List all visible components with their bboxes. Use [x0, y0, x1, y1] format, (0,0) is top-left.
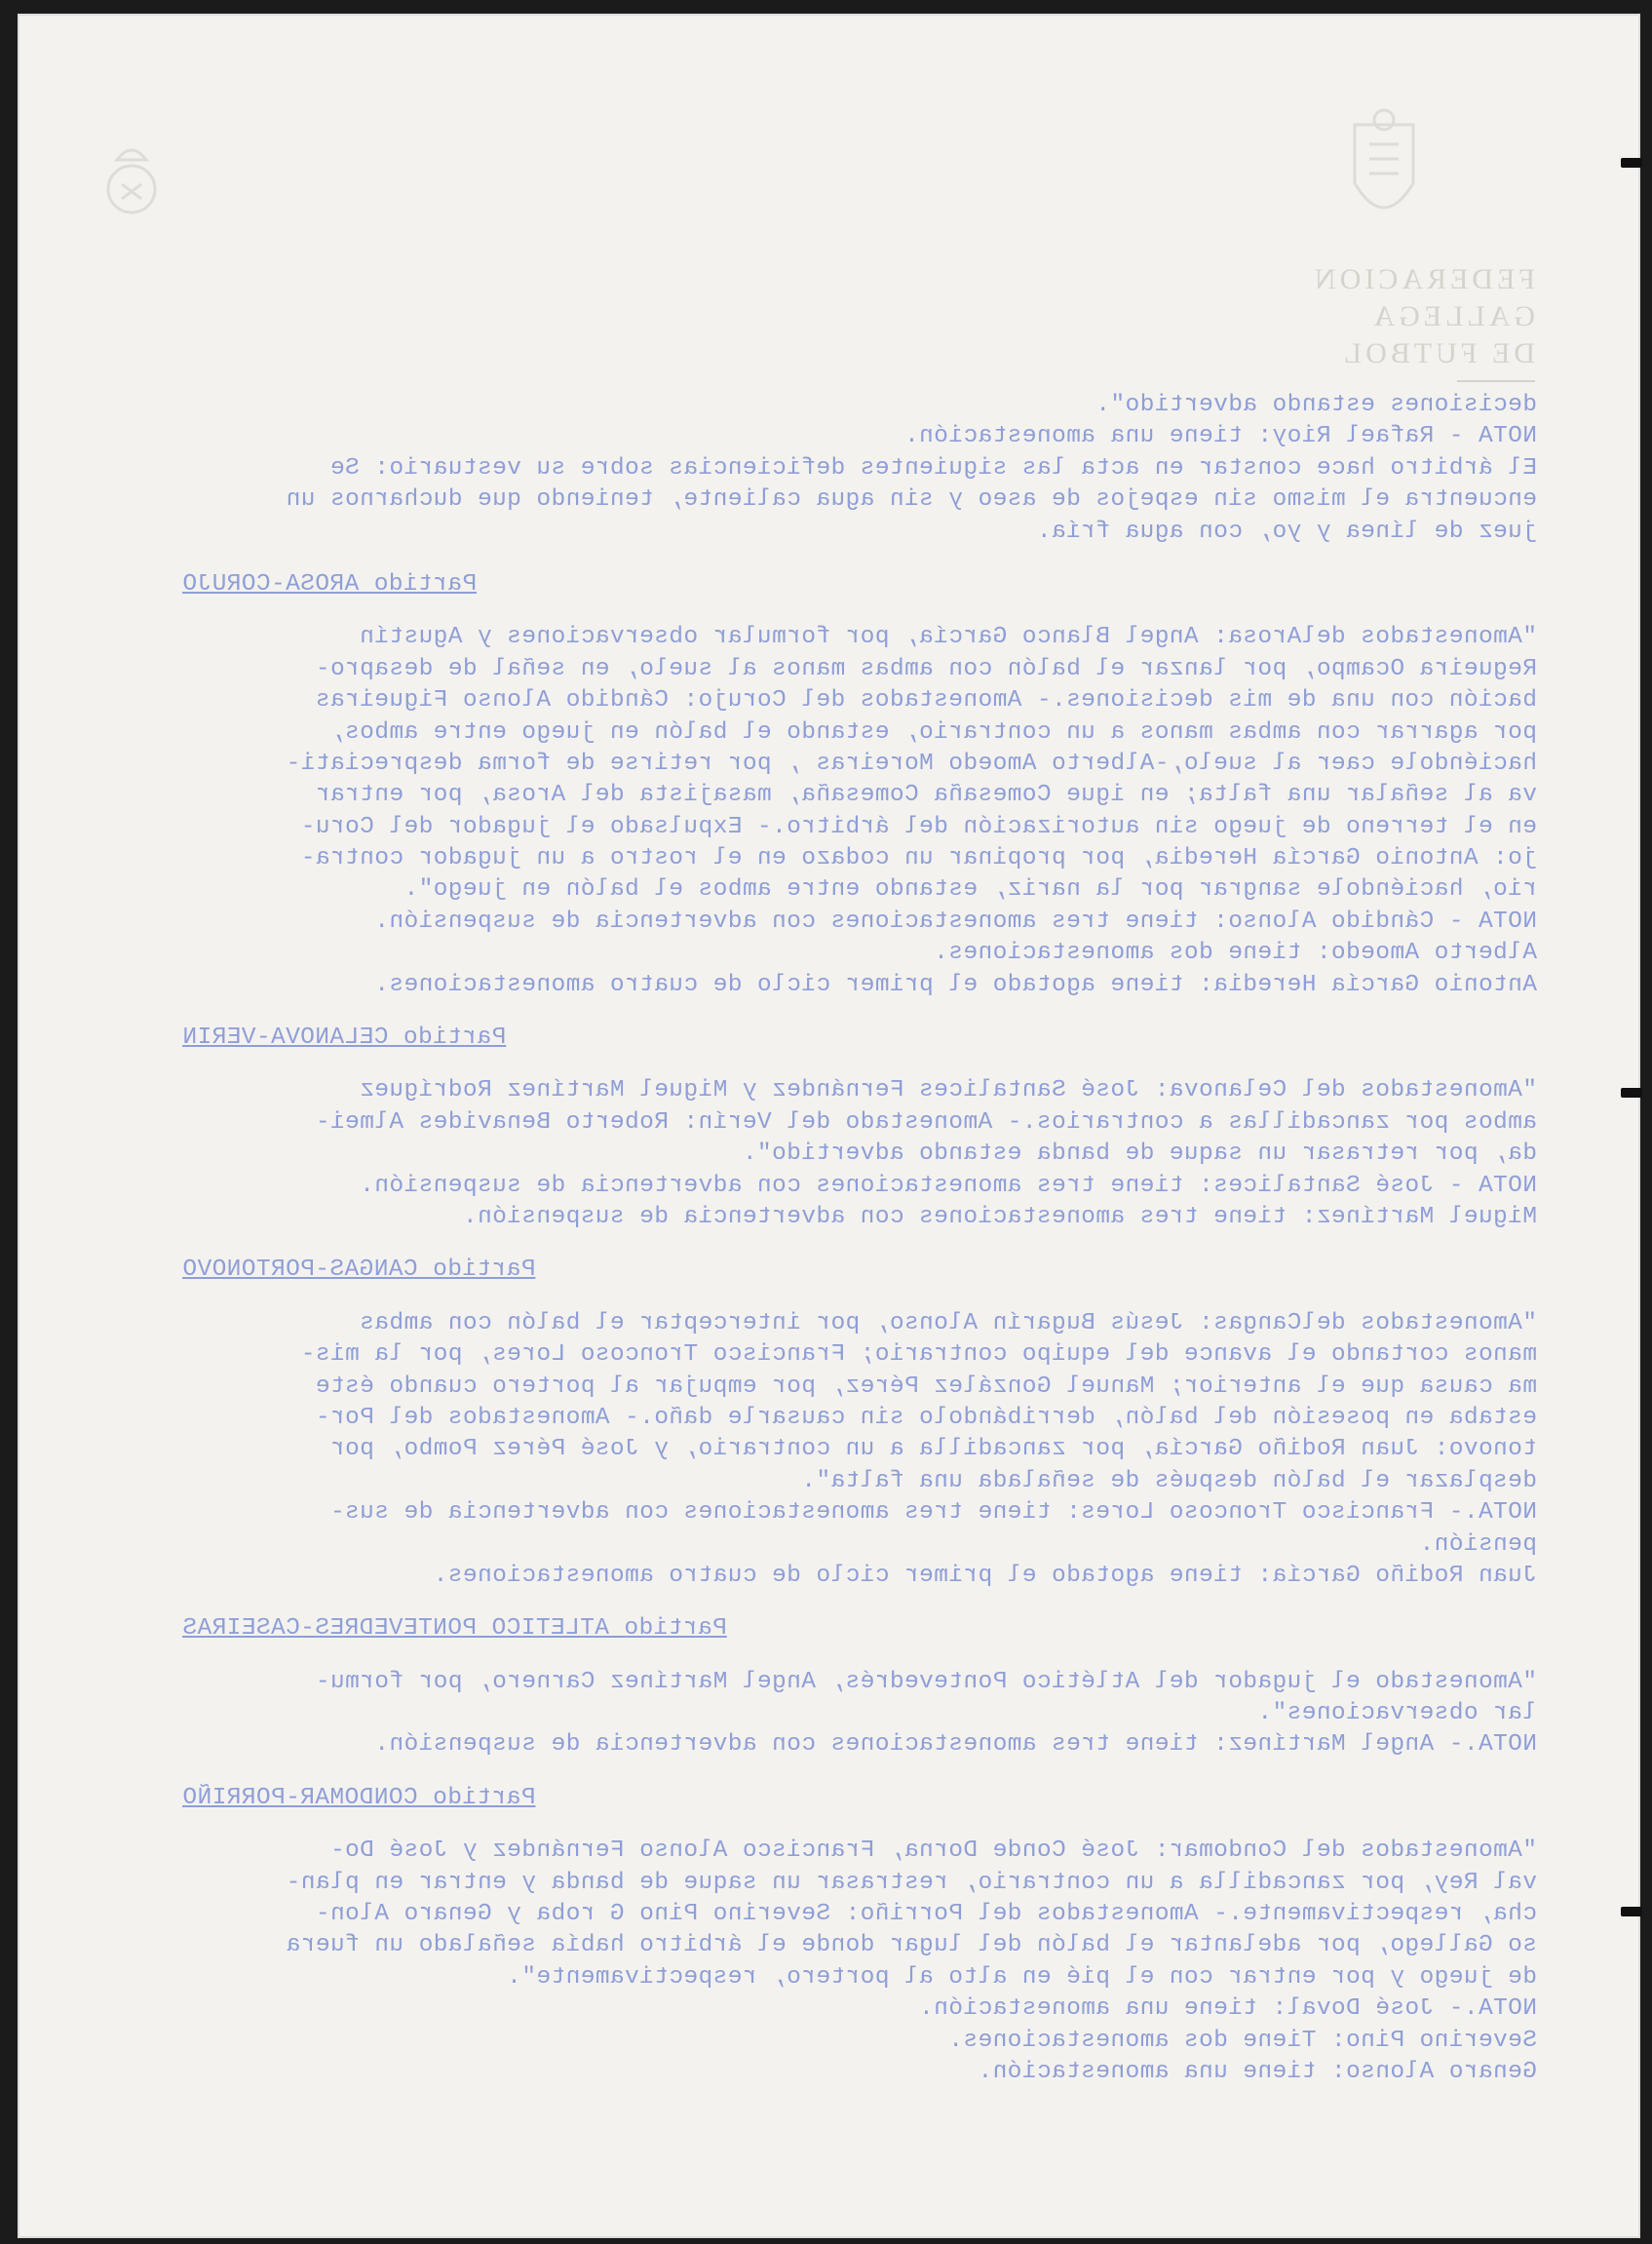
text-line: Miguel Martínez: tiene tres amonestaciones con advertencia de suspensión.	[462, 1203, 1537, 1230]
match-heading: Partido CELANOVA-VERIN	[182, 1025, 507, 1052]
match-heading: Partido CONDOMAR-PORRIÑO	[182, 1784, 536, 1811]
line-gap	[182, 1761, 1537, 1783]
letterhead-line-1: FEDERACION GALLEGA	[1310, 263, 1535, 332]
text-line: "Amonestado el jugador del Atlético Pontevedrés, Angel Martínez Carnero, por formu-	[315, 1668, 1537, 1695]
document-page	[18, 14, 1640, 2238]
text-line: manos cortando el avance del equipo contrario; Francisco Troncoso Lores, por la mis-	[300, 1341, 1537, 1369]
text-line: en el terreno de juego sin autorización del árbitro.- Expulsado el jugador del Coru-	[300, 813, 1537, 840]
text-line: rio, haciéndole sangrar por la nariz, estando entre ambos el balón en juego".	[403, 876, 1537, 904]
text-line: ambos por zancadillas a contrarios.- Amonestado del Verín: Roberto Benavides Almei-	[315, 1108, 1537, 1136]
line-gap	[182, 600, 1537, 622]
text-line: El árbitro hace constar en acta las siguientes deficiencias sobre su vestuario: Se	[329, 454, 1537, 482]
text-line: Juan Rodiño García: tiene agotado el primer ciclo de cuatro amonestaciones.	[433, 1562, 1537, 1589]
text-line: por agarrar con ambas manos a un contrario, estando el balón en juego entre ambos,	[329, 718, 1537, 746]
text-line: Severino Pino: Tiene dos amonestaciones.	[947, 2027, 1537, 2054]
text-line: jo: Antonio García Heredia, por propinar un codazo en el rostro a un jugador contra-	[300, 845, 1537, 872]
line-gap	[182, 548, 1537, 569]
text-line: "Amonestados del Celanova: José Santalices Fernández y Miguel Martínez Rodríguez	[359, 1077, 1537, 1104]
text-line: juez de línea y yo, con agua fría.	[1036, 518, 1537, 545]
text-line: NOTA.- Francisco Troncoso Lores: tiene tres amonestaciones con advertencia de sus-	[329, 1499, 1537, 1527]
text-line: "Amonestados delCangas: Jesús Bugarín Alonso, por interceptar el balón con ambas	[359, 1309, 1537, 1336]
text-line: "Amonestados del Condomar: José Conde Dorna, Francisco Alonso Fernández y José Do-	[329, 1838, 1537, 1865]
text-line: cha, respectivamente.- Amonestados del Porriño: Severino Pino G roba y Genaro Alon-	[315, 1901, 1537, 1928]
text-line: Alberto Amoedo: tiene dos amonestaciones.	[933, 940, 1537, 967]
text-line: so Gallego, por adelantar el balón del lugar donde el árbitro había señalado un fuera	[286, 1932, 1537, 1959]
text-line: Genaro Alonso: tiene una amonestación.	[978, 2058, 1537, 2085]
text-line: Antonio García Heredia: tiene agotado el primer ciclo de cuatro amonestaciones.	[373, 971, 1537, 998]
text-line: decisiones estando advertido".	[1095, 392, 1537, 418]
text-line: pensión.	[1419, 1530, 1537, 1558]
text-line: ma causa que el anterior; Manuel González Pérez, por empujar al portero cuando éste	[315, 1373, 1537, 1400]
letterhead-line-2: DE FUTBOL	[1339, 337, 1535, 369]
text-line: desplazar el balón después de señalada una falta".	[800, 1467, 1537, 1494]
text-line: de juego y por entrar con el pié en alto al portero, respectivamente".	[506, 1963, 1537, 1991]
match-heading: Partido ATLETICO PONTEVEDRES-CASEIRAS	[182, 1615, 727, 1643]
typed-body	[182, 390, 1537, 2088]
line-gap	[182, 1054, 1537, 1075]
line-gap	[182, 1287, 1537, 1308]
text-line: "Amonestados delArosa: Angel Blanco García, por formular observaciones y Agustín	[359, 624, 1537, 651]
text-line: val Rey, por zancadilla a un contrario, restrasar un saque de banda y entrar en plan-	[286, 1869, 1537, 1896]
text-line: bación con una de mis decisiones.- Amonestados del Corujo: Cándido Alonso Figueiras	[315, 687, 1537, 715]
text-line: NOTA - Rafael Rioy: tiene una amonestación.	[903, 423, 1537, 450]
text-line: encuentra el mismo sin espejos de aseo y sin agua caliente, teniendo que ducharnos un	[286, 486, 1537, 514]
text-line: va al señalar una falta; en igue Comesaña Comesaña, masajista del Arosa, por entrar	[315, 782, 1537, 809]
text-line: lar observaciones".	[1257, 1700, 1537, 1727]
typed-text-area	[19, 16, 1642, 2240]
text-line: haciéndole caer al suelo,-Alberto Amoedo Moreiras , por retirse de forma despreciati-	[286, 750, 1537, 777]
text-line: NOTA - Cándido Alonso: tiene tres amonestaciones con advertencia de suspensión.	[373, 908, 1537, 935]
text-line: Regueira Ocampo, por lanzar el balón con ambas manos al suelo, en señal de desapro-	[315, 655, 1537, 682]
text-line: estaba en posesión del balón, derribándolo sin causarle daño.- Amonestados del Por-	[315, 1404, 1537, 1431]
text-line: NOTA.- José Doval: tiene una amonestación.	[918, 1995, 1537, 2023]
text-line: tonovo: Juan Rodiño García, por zancadilla a un contrario, y José Pérez Pombo, por	[329, 1436, 1537, 1463]
match-heading: Partido AROSA-CORUJO	[182, 570, 478, 598]
line-gap	[182, 1645, 1537, 1667]
text-line: NOTA - José Santalices: tiene tres amonestaciones con advertencia de suspensión.	[359, 1172, 1537, 1199]
line-gap	[182, 1814, 1537, 1836]
text-line: da, por retrasar un saque de banda estando advertido".	[742, 1141, 1537, 1168]
match-heading: Partido CANGAS-PORTONOVO	[182, 1257, 536, 1284]
text-line: NOTA.- Angel Martínez: tiene tres amonestaciones con advertencia de suspensión.	[373, 1731, 1537, 1759]
line-gap	[182, 1001, 1537, 1023]
line-gap	[182, 1592, 1537, 1613]
line-gap	[182, 1233, 1537, 1255]
